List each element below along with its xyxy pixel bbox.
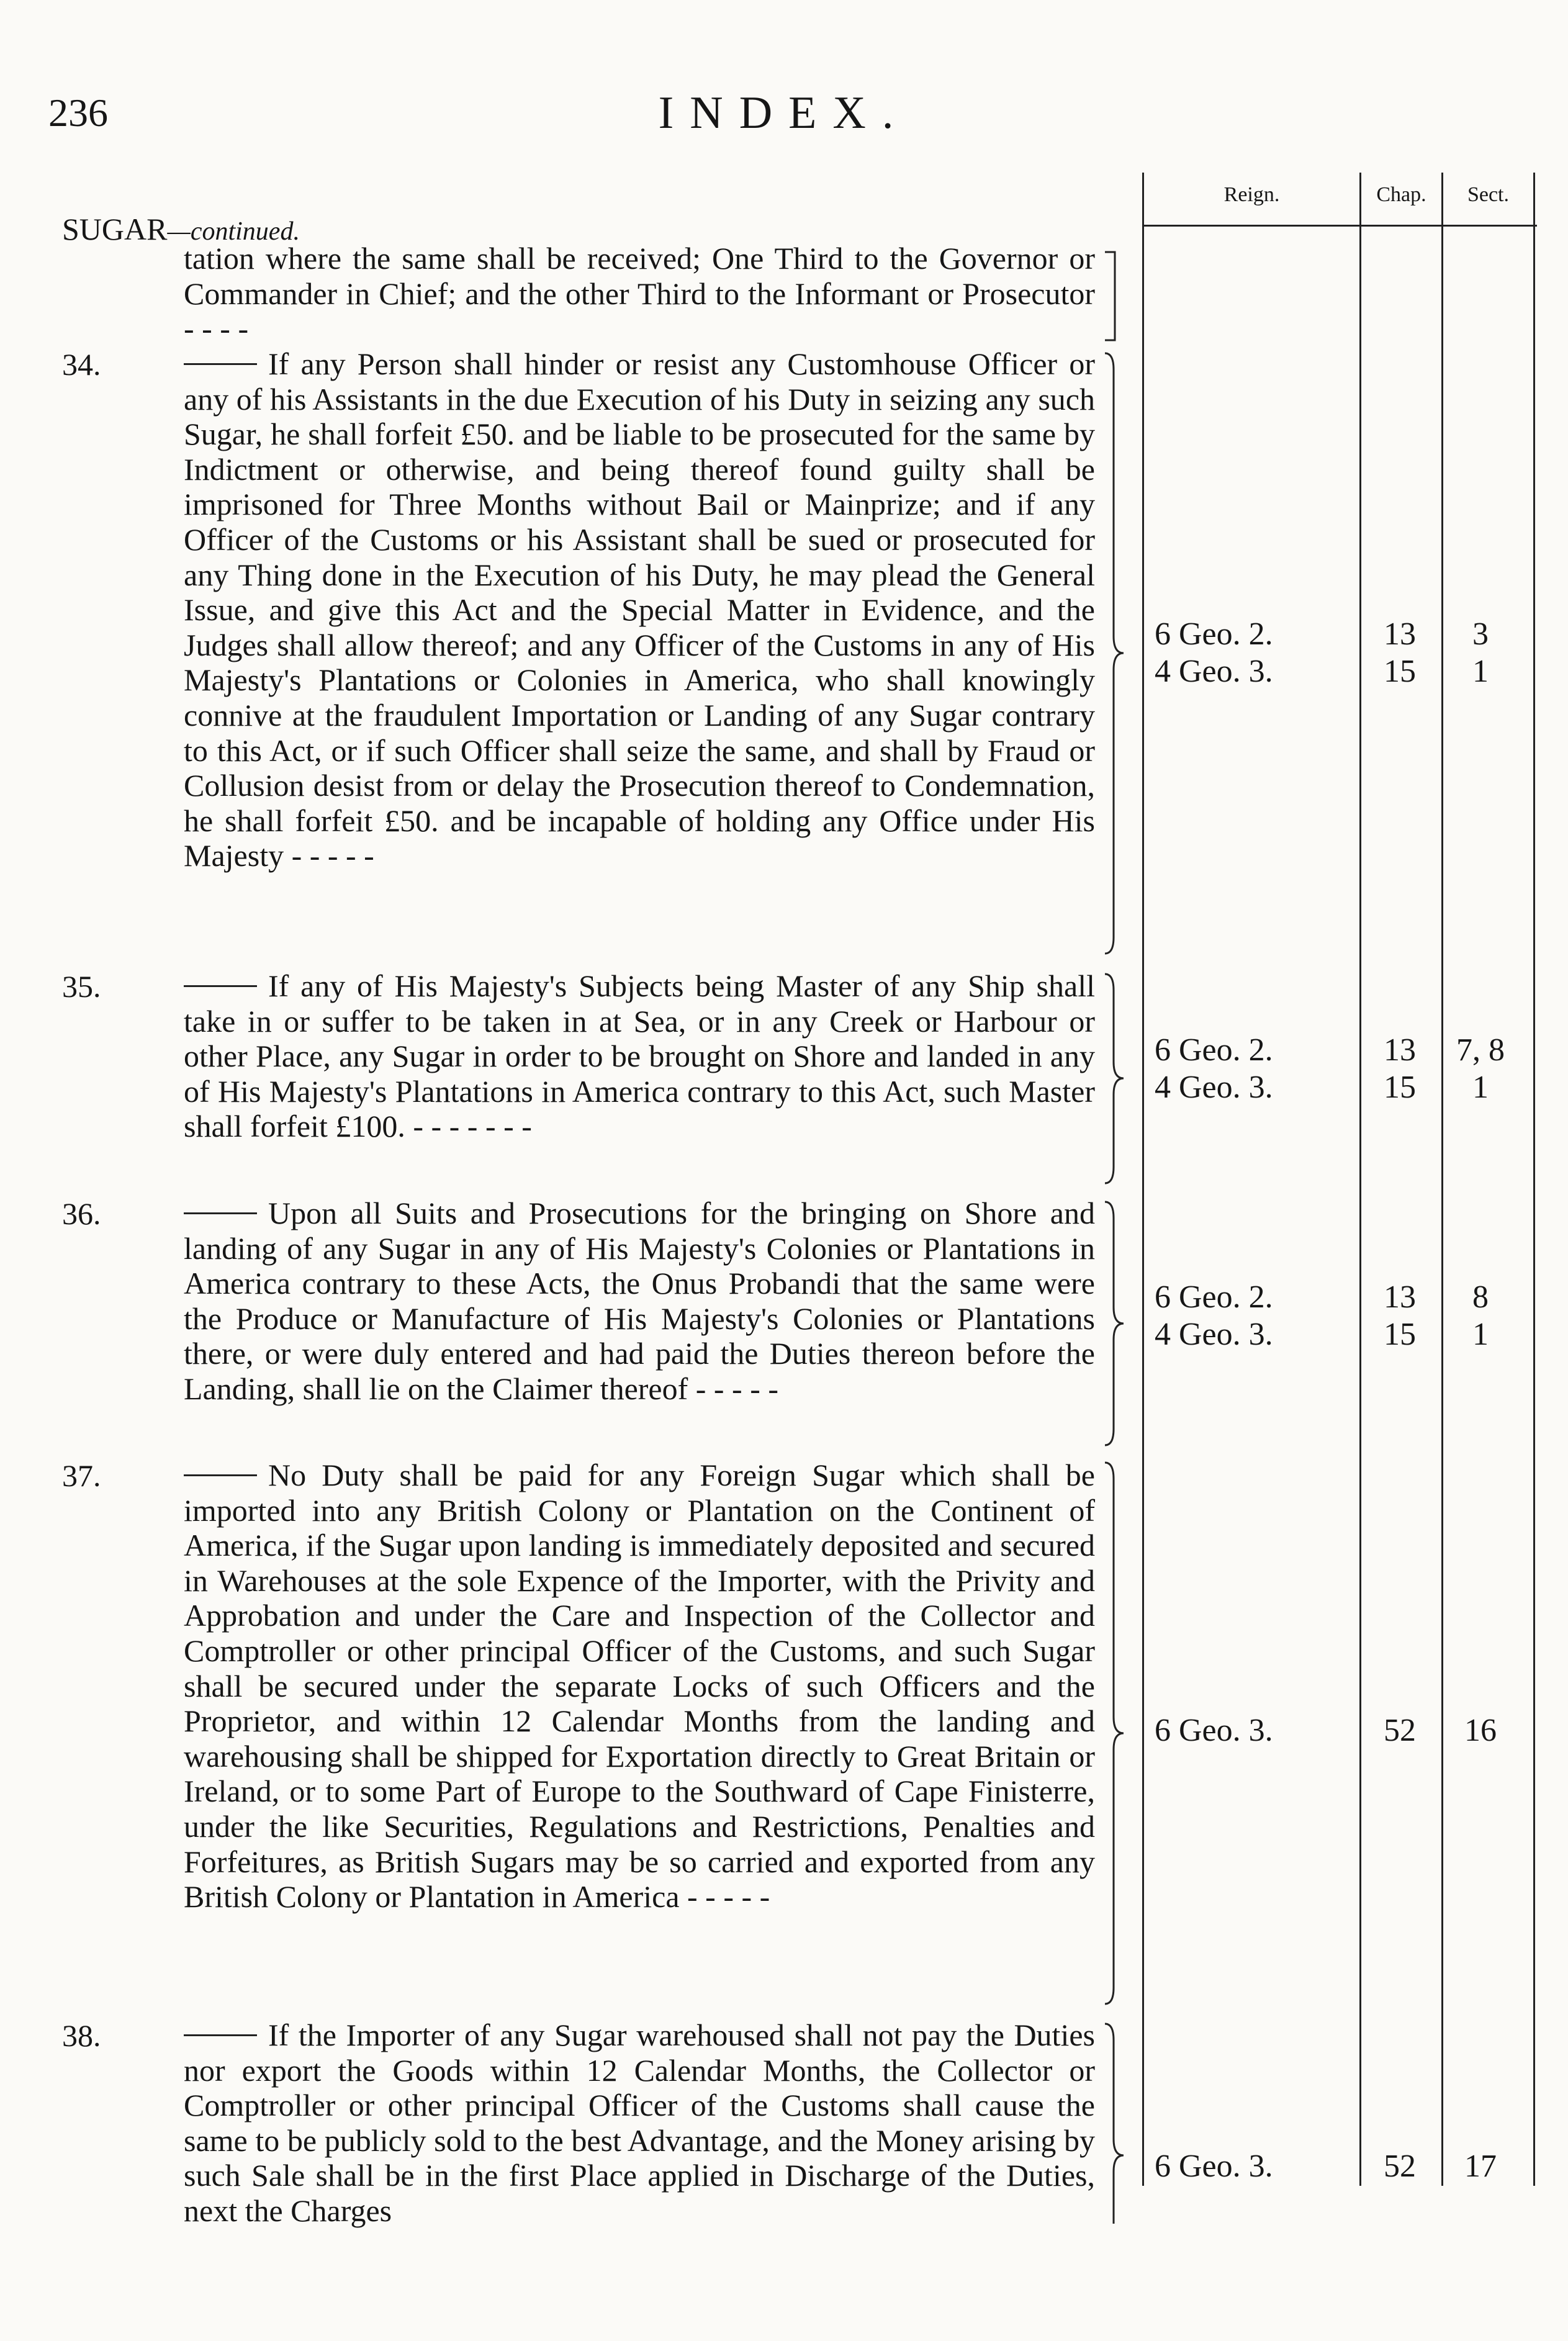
sect-column-header: Sect.	[1467, 183, 1510, 206]
dash-rule	[184, 363, 257, 365]
index-entry-38	[62, 2018, 1095, 2229]
entry-number: 36.	[62, 1196, 101, 1231]
section-continued: —continued.	[167, 217, 300, 246]
entry-text: If the Importer of any Sugar warehoused shall not pay the Duties nor export the Goods within 12 Calendar Months, the Collector or Comptroller or other principal Officer of the Customs shall cause the same to be publicly sold to the best Advantage, and the Money arising by such Sale shall be in the first Place applied in Discharge of the Duties, next the Charges	[184, 2018, 1095, 2228]
reign-column-header: Reign.	[1223, 183, 1280, 206]
entry-reign: 6 Geo. 2. 4 Geo. 3.	[1155, 616, 1273, 689]
dash-rule	[184, 1474, 257, 1476]
entry-sect: 7, 8 1	[1456, 1032, 1505, 1105]
curly-brace-icon	[1102, 972, 1127, 1186]
entry-sect: 3 1	[1472, 616, 1489, 689]
index-entry-continuation	[184, 241, 1095, 346]
index-entry-37	[62, 1458, 1095, 1915]
entry-chap: 52	[1384, 2149, 1416, 2184]
entry-number: 35.	[62, 969, 101, 1004]
entry-chap: 13 15	[1384, 1279, 1416, 1352]
entry-reign: 6 Geo. 3.	[1155, 1713, 1273, 1748]
curly-brace-icon	[1102, 1460, 1127, 2006]
page-number: 236	[48, 91, 108, 135]
entry-number: 37.	[62, 1458, 101, 1493]
entry-text: No Duty shall be paid for any Foreign Sugar which shall be imported into any British Colony or Plantation on the Continent of America, if the Sugar upon landing is immediately deposited and secured in Warehouses at the sole Expence of the Importer, with the Privity and Approbation and under the Care and Inspection of the Collector and Comptroller or other principal Officer of the Customs, and such Sugar shall be secured under the separate Locks of such Officers and the Proprietor, and within 12 Calendar Months from the landing and warehousing shall be shipped for Exportation directly to Great Britain or Ireland, or to some Part of Europe to the Southward of Cape Finisterre, under the like Securities, Regulations and Restrictions, Penalties and Forfeitures, as British Sugars may be so carried and exported from any British Colony or Plantation in America - - - - -	[184, 1458, 1095, 1915]
entry-text: tation where the same shall be received; One Third to the Governor or Commander in Chief; and the other Third to the Informant or Prosecutor - - - -	[184, 241, 1095, 346]
entry-chap: 52	[1384, 1713, 1416, 1748]
curly-brace-icon	[1102, 1199, 1127, 1448]
section-title: SUGAR	[62, 212, 168, 246]
entry-reign: 6 Geo. 2. 4 Geo. 3.	[1155, 1032, 1273, 1105]
column-header-rule	[1142, 225, 1537, 227]
dash-rule	[184, 1212, 257, 1214]
entry-reign: 6 Geo. 3.	[1155, 2149, 1273, 2184]
chap-column-rule	[1359, 173, 1361, 2186]
entry-number: 34.	[62, 347, 101, 382]
dash-rule	[184, 2034, 257, 2036]
index-entry-34	[62, 346, 1095, 873]
reign-column-rule	[1142, 173, 1144, 2186]
entry-text: If any Person shall hinder or resist any Customhouse Officer or any of his Assistants in the due Execution of his Duty in seizing any such Sugar, he shall forfeit £50. and be liable to be prosecuted for the same by Indictment or otherwise, and being thereof found guilty shall be imprisoned for Three Months without Bail or Mainprize; and if any Officer of the Customs or his Assistant shall be sued or prosecuted for any Thing done in the Execution of his Duty, he may plead the General Issue, and give this Act and the Special Matter in Evidence, and the Judges shall allow thereof; and any Officer of the Customs in any of His Majesty's Plantations or Colonies in America, who shall knowingly connive at the fraudulent Importation or Landing of any Sugar contrary to this Act, or if such Officer shall seize the same, and shall by Fraud or Collusion desist from or delay the Prosecution thereof to Condemnation, he shall forfeit £50. and be incapable of holding any Office under His Majesty - - - - -	[184, 346, 1095, 873]
entry-chap: 13 15	[1384, 616, 1416, 689]
entry-text: If any of His Majesty's Subjects being Master of any Ship shall take in or suffer to be taken in at Sea, or in any Creek or Harbour or other Place, any Sugar in order to be brought on Shore and landed in any of His Majesty's Plantations in America contrary to this Act, such Master shall forfeit £100. - - - - - - -	[184, 968, 1095, 1144]
chap-column-header: Chap.	[1376, 183, 1426, 206]
curly-brace-icon	[1102, 351, 1127, 956]
page-title: INDEX.	[658, 88, 910, 138]
right-bracket-icon	[1102, 250, 1127, 343]
entry-sect: 16	[1464, 1713, 1497, 1748]
dash-rule	[184, 985, 257, 987]
sect-column-rule	[1441, 173, 1443, 2186]
index-entry-36	[62, 1196, 1095, 1407]
entry-number: 38.	[62, 2018, 101, 2053]
entry-chap: 13 15	[1384, 1032, 1416, 1105]
curly-brace-icon	[1102, 2021, 1127, 2226]
index-entry-35	[62, 968, 1095, 1144]
entry-sect: 8 1	[1472, 1279, 1489, 1352]
entry-text: Upon all Suits and Prosecutions for the bringing on Shore and landing of any Sugar in any of His Majesty's Colonies or Plantations in America contrary to these Acts, the Onus Probandi that the same were the Produce or Manufacture of His Majesty's Colonies or Plantations there, or were duly entered and had paid the Duties thereon before the Landing, shall lie on the Claimer thereof - - - - -	[184, 1196, 1095, 1406]
entry-sect: 17	[1464, 2149, 1497, 2184]
right-column-rule	[1533, 173, 1535, 2186]
entry-reign: 6 Geo. 2. 4 Geo. 3.	[1155, 1279, 1273, 1352]
